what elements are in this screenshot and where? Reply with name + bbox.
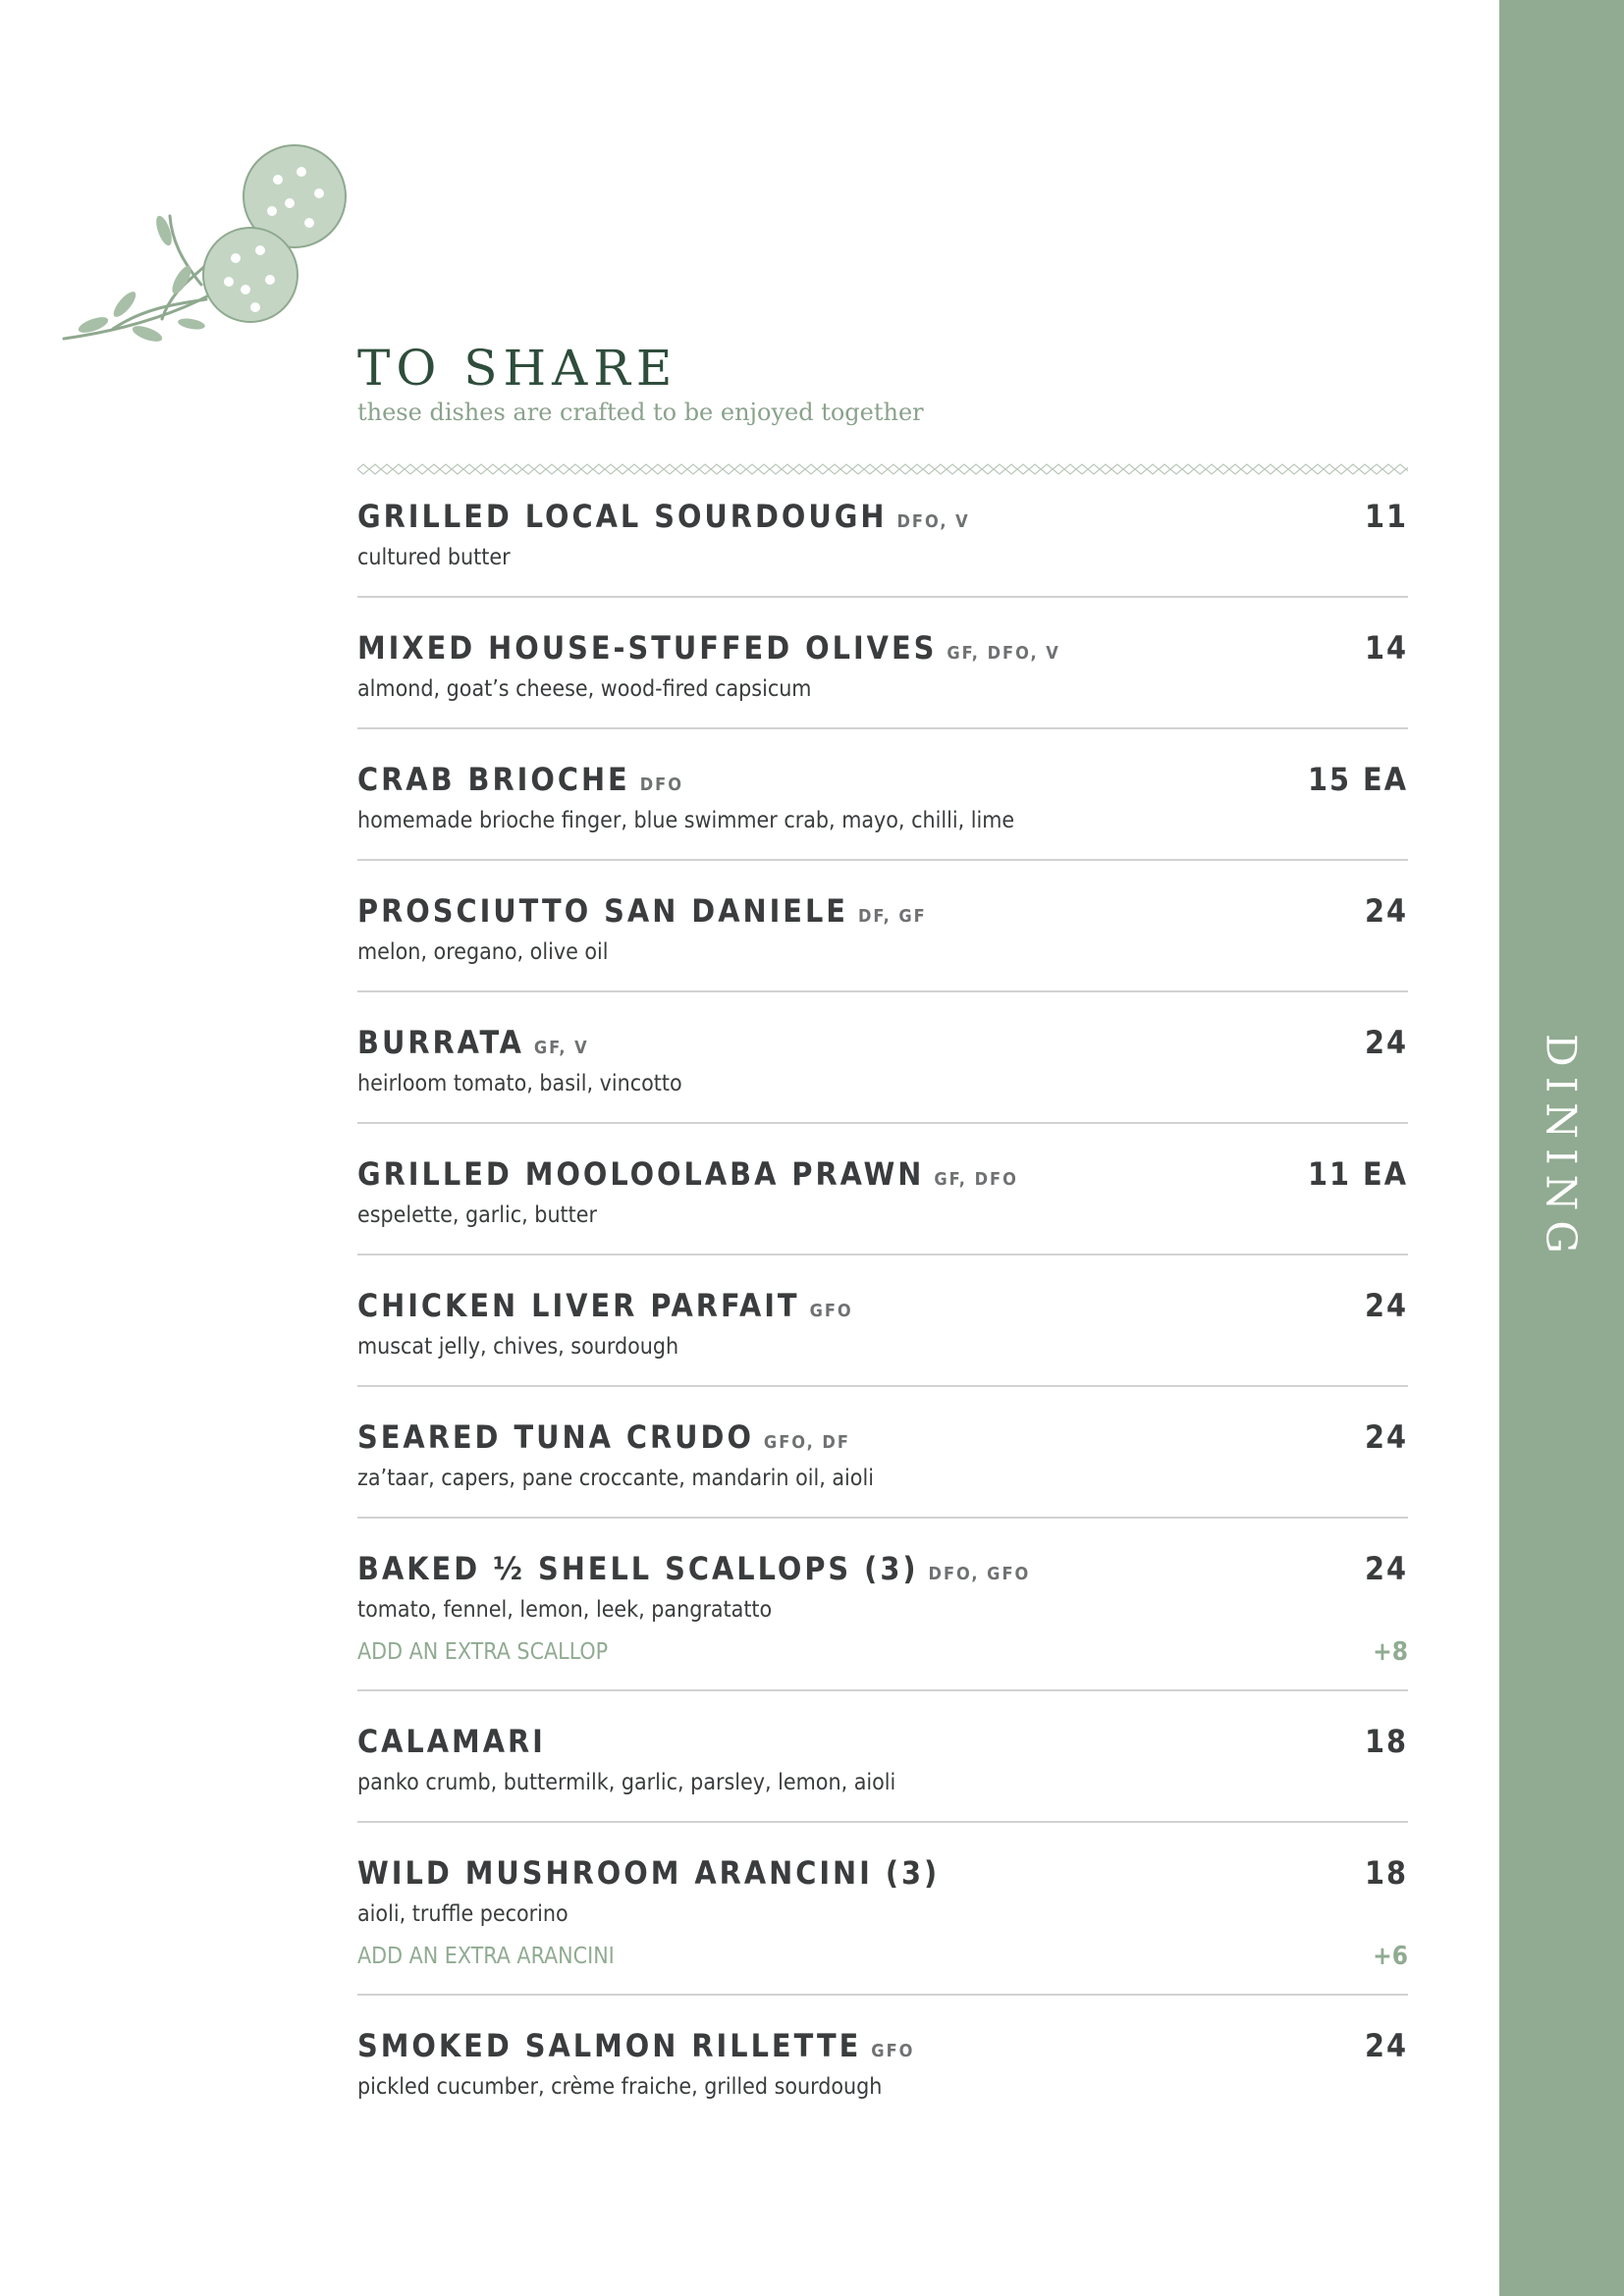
menu-item-price: 24 xyxy=(1364,1418,1408,1456)
menu-item-header xyxy=(357,890,1408,932)
menu-item-description: heirloom tomato, basil, vincotto xyxy=(357,1071,682,1096)
menu-item-description: za’taar, capers, pane croccante, mandarin oil, aioli xyxy=(357,1466,874,1491)
menu-item-description: muscat jelly, chives, sourdough xyxy=(357,1334,679,1360)
menu-item xyxy=(357,2025,1408,2125)
menu-item-name: PROSCIUTTO SAN DANIELE xyxy=(357,892,848,930)
menu-item-price: 24 xyxy=(1364,1550,1408,1587)
menu-item-price: 18 xyxy=(1364,1854,1408,1892)
menu-item-header xyxy=(357,759,1408,800)
menu-item-header xyxy=(357,496,1408,537)
menu-item-price: 24 xyxy=(1364,1024,1408,1061)
menu-item-description: espelette, garlic, butter xyxy=(357,1202,598,1228)
menu-item-header xyxy=(357,1416,1408,1458)
menu-item xyxy=(357,1153,1408,1255)
menu-item-name: SMOKED SALMON RILLETTE xyxy=(357,2027,862,2064)
menu-item-header xyxy=(357,2025,1408,2066)
menu-item-dietary-tags: DFO xyxy=(639,774,683,795)
menu-item xyxy=(357,1721,1408,1823)
menu-item-name: GRILLED MOOLOOLABA PRAWN xyxy=(357,1155,925,1193)
menu-item-dietary-tags: GF, DFO xyxy=(934,1169,1018,1190)
menu-item-name: CHICKEN LIVER PARFAIT xyxy=(357,1287,800,1324)
menu-item-price: 24 xyxy=(1364,1287,1408,1324)
menu-item-dietary-tags: GFO xyxy=(871,2041,915,2061)
menu-item-description: cultured butter xyxy=(357,545,511,570)
menu-item-price: 24 xyxy=(1364,2027,1408,2064)
menu-item xyxy=(357,1022,1408,1124)
menu-item-header xyxy=(357,1022,1408,1063)
menu-item xyxy=(357,1285,1408,1387)
menu-item-name: CALAMARI xyxy=(357,1723,546,1760)
menu-item-name: MIXED HOUSE-STUFFED OLIVES xyxy=(357,629,938,667)
menu-item-name: CRAB BRIOCHE xyxy=(357,761,630,798)
menu-item-dietary-tags: DFO, GFO xyxy=(928,1564,1031,1584)
menu-item-header xyxy=(357,1548,1408,1589)
menu-item-header xyxy=(357,1721,1408,1762)
menu-item-description: panko crumb, buttermilk, garlic, parsley, lemon, aioli xyxy=(357,1770,896,1795)
menu-item-price: 11 EA xyxy=(1307,1155,1408,1193)
menu-item xyxy=(357,1548,1408,1691)
menu-item-dietary-tags: DF, GF xyxy=(857,906,927,927)
menu-item-header xyxy=(357,1153,1408,1195)
menu-item-dietary-tags: GFO, DF xyxy=(763,1432,850,1453)
menu-item-dietary-tags: GF, DFO, V xyxy=(947,643,1060,664)
extra-price: +8 xyxy=(1373,1637,1408,1667)
menu-item-price: 24 xyxy=(1364,892,1408,930)
menu-item-name: WILD MUSHROOM ARANCINI (3) xyxy=(357,1854,941,1892)
menu-item-extra xyxy=(357,1636,1408,1668)
menu-item-header xyxy=(357,627,1408,668)
menu-item-description: tomato, fennel, lemon, leek, pangratatto xyxy=(357,1597,773,1623)
menu-item xyxy=(357,1416,1408,1519)
menu-item-dietary-tags: GFO xyxy=(809,1301,853,1321)
menu-item-description: aioli, truffle pecorino xyxy=(357,1901,568,1927)
menu-item-header xyxy=(357,1852,1408,1894)
extra-price: +6 xyxy=(1373,1942,1408,1971)
menu-item-dietary-tags: DFO, V xyxy=(896,511,970,532)
section-title: TO SHARE xyxy=(357,340,678,397)
menu-item-description: pickled cucumber, crème fraiche, grilled sourdough xyxy=(357,2074,883,2100)
section-subtitle: these dishes are crafted to be enjoyed together xyxy=(357,399,924,426)
menu-item-description: homemade brioche finger, blue swimmer crab, mayo, chilli, lime xyxy=(357,808,1015,833)
menu-item-dietary-tags: GF, V xyxy=(533,1038,589,1058)
menu-item-price: 14 xyxy=(1364,629,1408,667)
menu-item-name: SEARED TUNA CRUDO xyxy=(357,1418,754,1456)
menu-item xyxy=(357,890,1408,992)
menu-list xyxy=(357,496,1408,2155)
menu-item xyxy=(357,759,1408,861)
menu-item-extra xyxy=(357,1941,1408,1972)
menu-item xyxy=(357,496,1408,598)
menu-item-header xyxy=(357,1285,1408,1326)
extra-label: ADD AN EXTRA SCALLOP xyxy=(357,1639,609,1665)
menu-item-price: 11 xyxy=(1364,498,1408,535)
menu-item-price: 18 xyxy=(1364,1723,1408,1760)
extra-label: ADD AN EXTRA ARANCINI xyxy=(357,1944,615,1969)
menu-item xyxy=(357,1852,1408,1996)
floral-illustration-icon xyxy=(54,133,368,363)
menu-item xyxy=(357,627,1408,729)
menu-item-description: almond, goat’s cheese, wood-fired capsicum xyxy=(357,676,812,702)
sidebar-label: DINING xyxy=(1537,1034,1586,1263)
menu-item-name: BURRATA xyxy=(357,1024,524,1061)
zigzag-divider xyxy=(357,463,1408,475)
menu-item-price: 15 EA xyxy=(1307,761,1408,798)
menu-item-name: GRILLED LOCAL SOURDOUGH xyxy=(357,498,888,535)
menu-item-name: BAKED ½ SHELL SCALLOPS (3) xyxy=(357,1550,919,1587)
menu-item-description: melon, oregano, olive oil xyxy=(357,939,609,965)
